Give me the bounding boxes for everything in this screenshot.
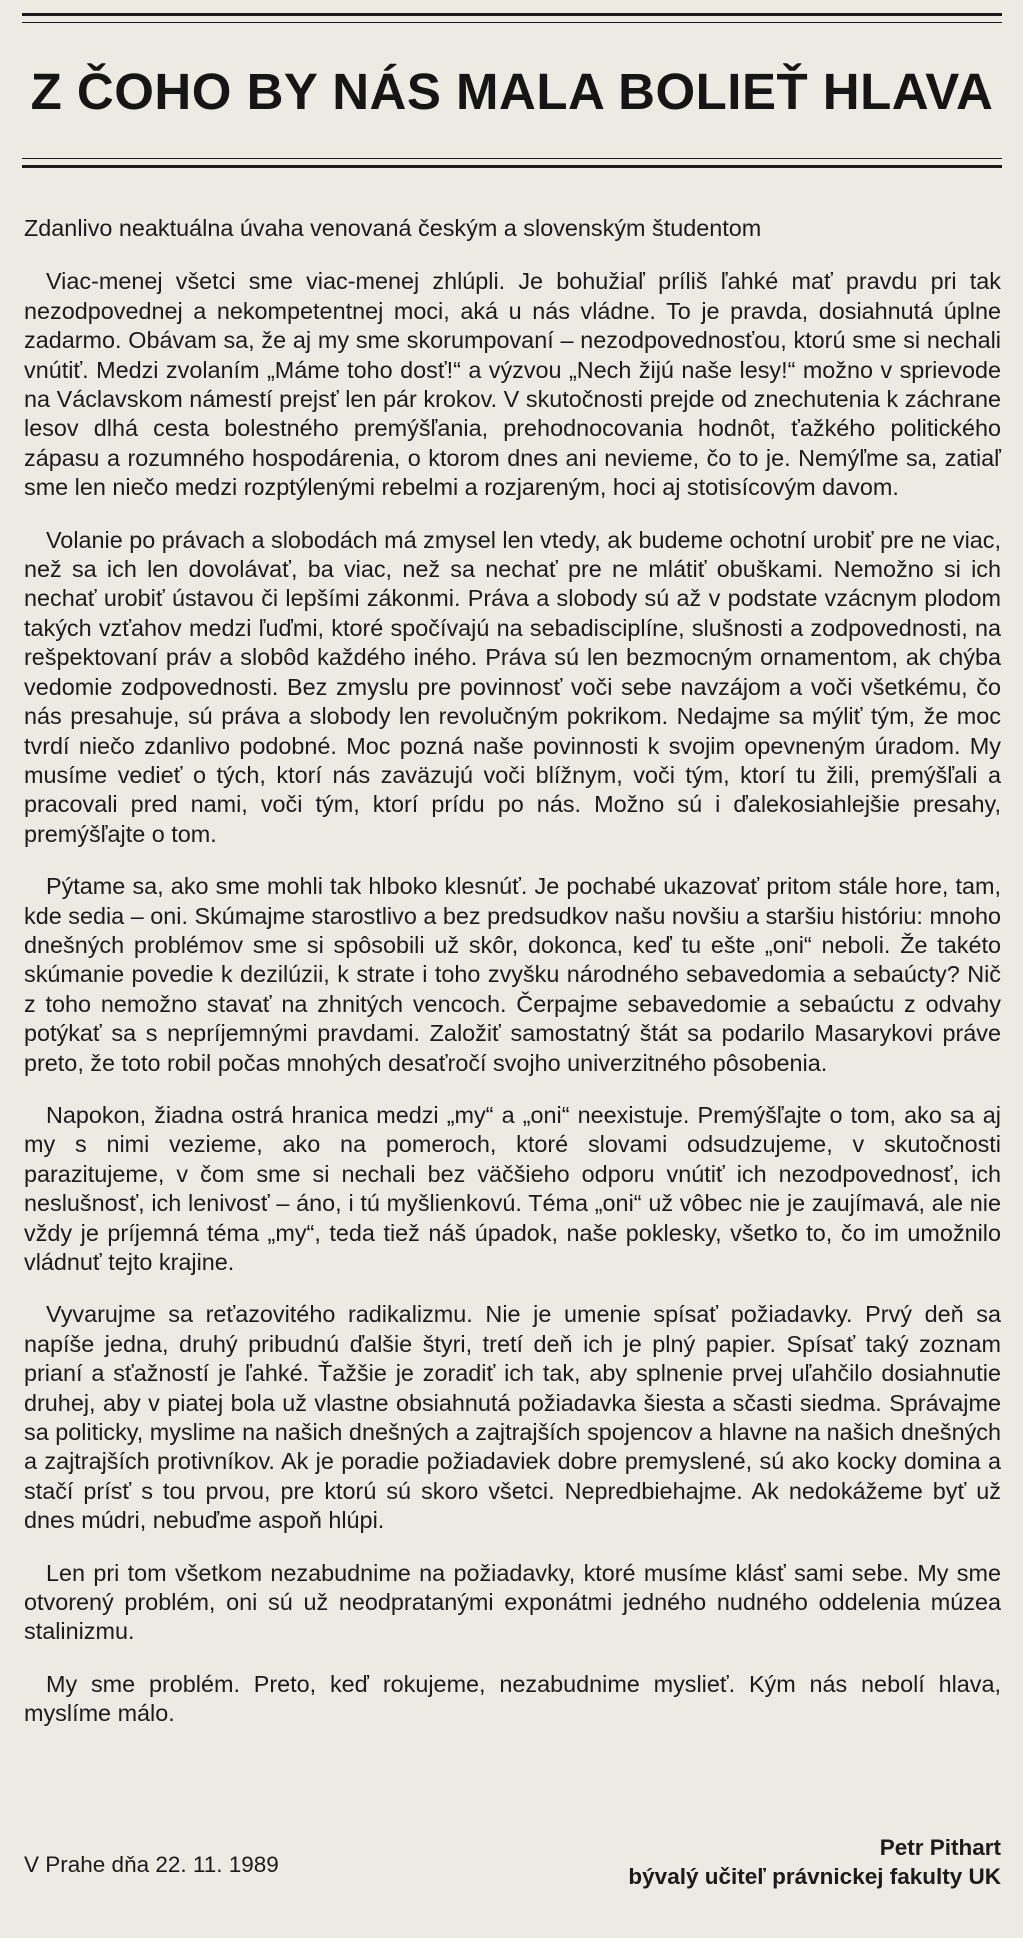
title-rule-thin: [22, 158, 1002, 159]
author-role: bývalý učiteľ právnickej fakulty UK: [628, 1864, 1001, 1889]
top-rule-thick: [22, 13, 1002, 16]
paragraph: Pýtame sa, ako sme mohli tak hlboko klesnúť. Je pochabé ukazovať pritom stále hore, tam, kde sedia – oni. Skúmajme starostlivo a bez predsudkov našu novšiu a staršiu históriu: mnoho dnešných problémov sme si spôsobili už skôr, dokonca, keď tu ešte „oni“ neboli. Že takéto skúmanie povedie k dezilúzii, k strate i toho zvyšku národného sebavedomia a sebaúcty? Nič z toho nemožno stavať na zhnitých vencoch. Čerpajme sebavedomie a sebaúctu z odvahy potýkať sa s nepríjemnými pravdami. Založiť samostatný štát sa podarilo Masarykovi práve preto, že toto robil počas mnohých desaťročí svojho univerzitného pôsobenia.: [24, 873, 1001, 1076]
signature-block: [628, 1833, 1001, 1891]
title-rule-thick: [22, 165, 1002, 168]
paragraph: Volanie po právach a slobodách má zmysel len vtedy, ak budeme ochotní urobiť pre ne viac, než sa ich len dovolávať, ba viac, než sa nechať pre ne mlátiť obuškami. Nemožno si ich nechať urobiť ústavou či lepšími zákonmi. Práva a slobody sú až v podstate vzácnym plodom takých vzťahov medzi ľuďmi, ktoré spočívajú na sebadisciplíne, slušnosti a zodpovednosti, na rešpektovaní práv a slobôd každého iného. Práva sú len bezmocným ornamentom, ak chýba vedomie zodpovednosti. Bez zmyslu pre povinnosť voči sebe navzájom a voči všetkému, čo nás presahuje, sú práva a slobody len revolučným pokrikom. Nedajme sa mýliť tým, že moc tvrdí niečo zdanlivo podobné. Moc pozná naše povinnosti k svojim opevneným úradom. My musíme vedieť o tých, ktorí nás zaväzujú voči blížnym, voči tým, ktorí tu žili, premýšľali a pracovali pred nami, voči tým, ktorí prídu po nás. Možno sú i ďalekosiahlejšie presahy, premýšľajte o tom.: [24, 526, 1001, 847]
author-name: Petr Pithart: [879, 1835, 1001, 1860]
paragraph: Len pri tom všetkom nezabudnime na požiadavky, ktoré musíme klásť sami sebe. My sme otvorený problém, oni sú už neodpratanými exponátmi jedného nudného oddelenia múzea stalinizmu.: [24, 1559, 1001, 1645]
article-title: Z ČOHO BY NÁS MALA BOLIEŤ HLAVA: [30, 63, 994, 120]
paragraph: Napokon, žiadna ostrá hranica medzi „my“ a „oni“ neexistuje. Premýšľajte o tom, ako sa aj my s nimi vezieme, ako na pomeroch, ktoré slovami odsudzujeme, v skutočnosti parazitujeme, v čom sme si nechali bez väčšieho odporu vnútiť ich nezodpovednosť, ich neslušnosť, ich lenivosť – áno, i tú myšlienkovú. Téma „oni“ už vôbec nie je zaujímavá, ale nie vždy je príjemná téma „my“, teda tiež náš úpadok, naše poklesky, všetko to, čo im umožnilo vládnuť tejto krajine.: [24, 1101, 1001, 1275]
article-body: [24, 214, 1001, 1752]
place-and-date: V Prahe dňa 22. 11. 1989: [24, 1852, 279, 1877]
paragraph: My sme problém. Preto, keď rokujeme, nezabudnime myslieť. Kým nás nebolí hlava, myslíme málo.: [24, 1670, 1001, 1727]
top-rule-thin: [22, 22, 1002, 23]
paragraph: Viac-menej všetci sme viac-menej zhlúpli. Je bohužiaľ príliš ľahké mať pravdu pri tak nezodpovednej a nekompetentnej moci, aká u nás vládne. To je pravda, dosiahnutá úplne zadarmo. Obávam sa, že aj my sme skorumpovaní – nezodpovednosťou, ktorú sme si nechali vnútiť. Medzi zvolaním „Máme toho dosť!“ a výzvou „Nech žijú naše lesy!“ možno v sprievode na Václavskom námestí prejsť len pár krokov. V skutočnosti prejde od znechutenia k záchrane lesov dlhá cesta bolestného premýšľania, prehodnocovania hodnôt, ťažkého politického zápasu a rozumného hospodárenia, o ktorom dnes ani nevieme, čo to je. Nemýľme sa, zatiaľ sme len niečo medzi rozptýlenými rebelmi a rozjareným, hoci aj stotisícovým davom.: [24, 268, 1001, 501]
article-subtitle: Zdanlivo neaktuálna úvaha venovaná českým a slovenským študentom: [24, 215, 762, 241]
paragraph: Vyvarujme sa reťazovitého radikalizmu. Nie je umenie spísať požiadavky. Prvý deň sa napíše jedna, druhý pribudnú ďalšie štyri, tretí deň ich je plný papier. Spísať taký zoznam prianí a sťažností je ľahké. Ťažšie je zoradiť ich tak, aby splnenie prvej uľahčilo dosiahnutie druhej, aby v piatej bola už vlastne obsiahnutá požiadavka šiesta a sčasti siedma. Správajme sa politicky, myslime na našich dnešných a zajtrajších spojencov a hlavne na našich dnešných a zajtrajších protivníkov. Ak je poradie požiadaviek dobre premyslené, sú ako kocky domina a stačí prísť s tou prvou, pre ktorú sú skoro všetci. Nepredbiehajme. Ak nedokážeme byť už dnes múdri, nebuďme aspoň hlúpi.: [24, 1301, 1001, 1534]
